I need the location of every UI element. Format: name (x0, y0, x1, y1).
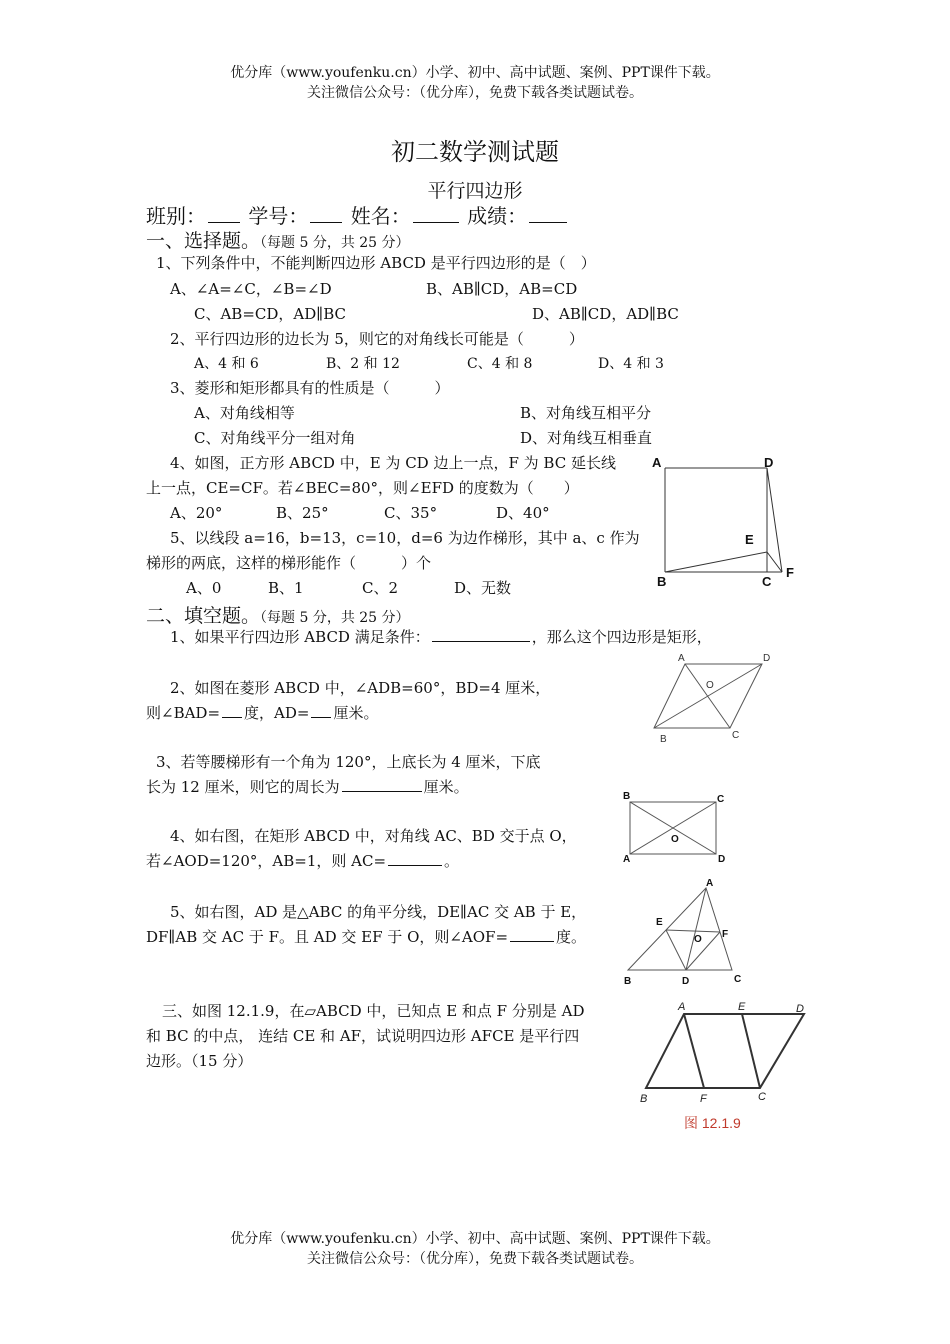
rect-label-a: A (623, 854, 631, 865)
q3-option-c: C、对角线平分一组对角 (194, 429, 356, 447)
fill-q3-post: 厘米。 (423, 778, 469, 796)
q4-option-b: B、25° (276, 504, 329, 522)
rect-label-o: O (671, 834, 679, 845)
q5-stem-2: 梯形的两底，这样的梯形能作（ ）个 (146, 554, 432, 572)
q4-option-d: D、40° (496, 504, 550, 522)
fill-q2-post: 厘米。 (333, 704, 379, 722)
segment-be (665, 552, 767, 572)
rhombus-label-d: D (763, 653, 771, 664)
fill-q5-line-1: 5、如右图，AD 是△ABC 的角平分线，DE∥AC 交 AB 于 E， (170, 903, 587, 921)
triangle-label-o: O (694, 934, 702, 945)
rhombus-label-o: O (706, 680, 714, 691)
q2-option-b: B、2 和 12 (326, 356, 400, 372)
header-line-2: 关注微信公众号：（优分库），免费下载各类试题试卷。 (307, 85, 643, 101)
rect-label-c: C (717, 794, 725, 805)
rhombus-label-a: A (678, 653, 685, 664)
square-label-b: B (657, 574, 667, 589)
fill-q4-pre: 若∠AOD=120°，AB=1，则 AC= (146, 852, 387, 870)
footer-line-1: 优分库（www.youfenku.cn）小学、初中、高中试题、案例、PPT课件下载。 (230, 1231, 720, 1247)
id-label: 学号： (248, 204, 309, 228)
score-blank[interactable] (529, 221, 567, 223)
fill-q3-blank[interactable] (342, 790, 422, 792)
figure-rhombus (640, 650, 790, 746)
fill-q1-blank[interactable] (432, 640, 530, 642)
fill-q5-line-2 (146, 926, 586, 947)
segment-ad (686, 888, 706, 970)
q3-option-a: A、对角线相等 (194, 404, 295, 422)
q4-option-a: A、20° (170, 504, 223, 522)
triangle-label-d: D (682, 976, 690, 987)
figure-square (650, 454, 800, 592)
section1-heading: 一、选择题。 (146, 230, 261, 252)
rect-label-d: D (718, 854, 726, 865)
class-blank[interactable] (208, 221, 240, 223)
q2-option-c: C、4 和 8 (467, 356, 533, 372)
q2-stem: 2、平行四边形的边长为 5，则它的对角线长可能是（ ） (170, 330, 584, 348)
figure-triangle (616, 874, 748, 990)
triangle-label-a: A (706, 878, 714, 889)
segment-df (767, 468, 782, 572)
fill-q2-blank-2[interactable] (311, 716, 331, 718)
fill-q3-line-2 (146, 776, 469, 797)
fill-q5-pre: DF∥AB 交 AC 于 F。且 AD 交 EF 于 O，则∠AOF= (146, 928, 509, 946)
fill-q1-pre: 1、如果平行四边形 ABCD 满足条件： (170, 628, 430, 646)
id-blank[interactable] (310, 221, 342, 223)
student-info-row (146, 200, 569, 229)
fill-q5-blank[interactable] (510, 940, 554, 942)
triangle-label-c: C (734, 974, 742, 985)
para-caption: 图 12.1.9 (684, 1115, 741, 1131)
square-label-c: C (762, 574, 772, 589)
q3-option-d: D、对角线互相垂直 (520, 429, 653, 447)
square-label-f: F (786, 565, 794, 580)
fill-q5-post: 度。 (556, 928, 587, 946)
fill-q2-mid: 度，AD= (244, 704, 310, 722)
header-line-1: 优分库（www.youfenku.cn）小学、初中、高中试题、案例、PPT课件下载。 (230, 65, 720, 81)
segment-ef (666, 930, 720, 932)
q2-option-a: A、4 和 6 (194, 356, 259, 372)
section2-heading: 二、填空题。 (146, 605, 261, 627)
footer-line-2: 关注微信公众号：（优分库），免费下载各类试题试卷。 (307, 1251, 643, 1267)
square-label-e: E (745, 532, 754, 547)
q4-option-c: C、35° (384, 504, 438, 522)
q5-option-b: B、1 (268, 579, 304, 597)
section1-note: （每题 5 分，共 25 分） (260, 235, 410, 251)
para-label-b: B (640, 1093, 648, 1105)
score-label: 成绩： (467, 204, 528, 228)
fill-q3-pre: 长为 12 厘米，则它的周长为 (146, 778, 340, 796)
q5-option-a: A、0 (186, 579, 222, 597)
q1-option-b: B、AB∥CD，AB=CD (426, 280, 578, 298)
fill-q2-pre: 则∠BAD= (146, 704, 221, 722)
page-title: 初二数学测试题 (391, 138, 559, 166)
fill-q4-line-1: 4、如右图，在矩形 ABCD 中，对角线 AC、BD 交于点 O， (170, 827, 577, 845)
section3-line-2: 和 BC 的中点， 连结 CE 和 AF，试说明四边形 AFCE 是平行四 (146, 1027, 580, 1045)
figure-parallelogram (636, 996, 816, 1136)
square-label-a: A (652, 455, 662, 470)
fill-q1-post: ，那么这个四边形是矩形， (531, 628, 712, 646)
section3-line-3: 边形。（15 分） (146, 1052, 253, 1070)
q1-stem: 1、下列条件中，不能判断四边形 ABCD 是平行四边形的是（ ） (156, 254, 596, 272)
para-label-d: D (796, 1003, 804, 1015)
q4-stem-2: 上一点，CE=CF。若∠BEC=80°，则∠EFD 的度数为（ ） (146, 479, 579, 497)
section2-note: （每题 5 分，共 25 分） (260, 610, 410, 626)
fill-q4-post: 。 (444, 852, 460, 870)
rect-label-b: B (623, 791, 631, 802)
name-blank[interactable] (413, 221, 459, 223)
segment-de (666, 930, 686, 970)
fill-q2-line-1: 2、如图在菱形 ABCD 中，∠ADB=60°，BD=4 厘米， (170, 679, 551, 697)
fill-q4-blank[interactable] (388, 864, 442, 866)
fill-q3-line-1: 3、若等腰梯形有一个角为 120°，上底长为 4 厘米，下底 (156, 753, 541, 771)
para-label-c: C (758, 1091, 766, 1103)
triangle-label-f: F (722, 929, 729, 940)
para-label-e: E (738, 1001, 746, 1013)
name-label: 姓名： (350, 204, 411, 228)
q1-option-d: D、AB∥CD，AD∥BC (532, 305, 679, 323)
fill-q1 (170, 626, 712, 647)
class-label: 班别： (146, 204, 206, 228)
q5-option-c: C、2 (362, 579, 399, 597)
section3-line-1: 三、如图 12.1.9，在▱ABCD 中，已知点 E 和点 F 分别是 AD (162, 1002, 585, 1020)
q5-option-d: D、无数 (454, 579, 512, 597)
parallelogram-outline (646, 1014, 804, 1088)
q3-stem: 3、菱形和矩形都具有的性质是（ ） (170, 379, 450, 397)
page-subtitle: 平行四边形 (427, 180, 523, 202)
q3-option-b: B、对角线互相平分 (520, 404, 652, 422)
fill-q2-line-2 (146, 702, 378, 723)
rhombus-label-b: B (660, 734, 667, 745)
triangle-label-e: E (656, 917, 663, 928)
q1-option-c: C、AB=CD，AD∥BC (194, 305, 346, 323)
segment-af (684, 1014, 704, 1088)
section1-heading-row (146, 226, 410, 253)
fill-q2-blank-1[interactable] (222, 716, 242, 718)
q2-option-d: D、4 和 3 (598, 356, 664, 372)
fill-q4-line-2 (146, 850, 459, 871)
triangle-label-b: B (624, 976, 632, 987)
q5-stem-1: 5、以线段 a=16，b=13，c=10，d=6 为边作梯形，其中 a、c 作为 (170, 529, 640, 547)
q4-stem-1: 4、如图，正方形 ABCD 中，E 为 CD 边上一点，F 为 BC 延长线 (170, 454, 616, 472)
square-label-d: D (764, 455, 774, 470)
para-label-a: A (678, 1001, 686, 1013)
rhombus-label-c: C (732, 730, 740, 741)
section2-heading-row (146, 601, 410, 628)
figure-rectangle (618, 788, 738, 866)
para-label-f: F (700, 1093, 707, 1105)
segment-ec (742, 1014, 760, 1088)
q1-option-a: A、∠A=∠C，∠B=∠D (170, 280, 332, 298)
